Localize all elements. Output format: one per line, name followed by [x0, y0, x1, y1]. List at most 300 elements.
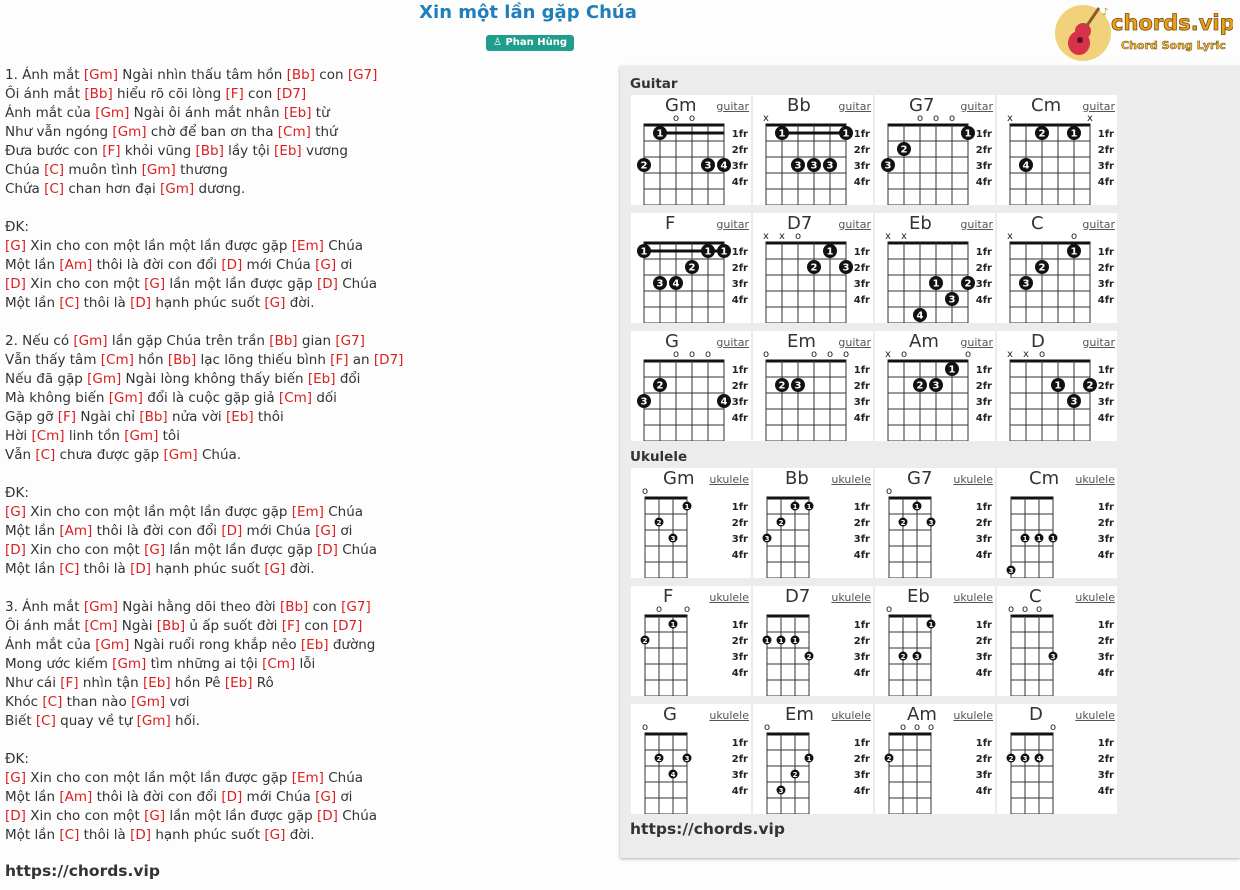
lyric-text: thứ	[310, 124, 338, 140]
chord-link[interactable]: [Am]	[59, 789, 93, 805]
fret-label: 3fr	[1097, 397, 1114, 408]
chord-link[interactable]: [Gm]	[136, 713, 171, 729]
chord-card-guitar-g7[interactable]	[875, 95, 995, 205]
chord-link[interactable]: [Gm]	[73, 333, 108, 349]
fret-label: 1fr	[1097, 738, 1114, 749]
chord-link[interactable]: [Bb]	[167, 352, 197, 368]
chord-link[interactable]: [Gm]	[87, 371, 122, 387]
fret-label: 2fr	[731, 754, 748, 765]
chord-link[interactable]: [Eb]	[307, 371, 336, 387]
lyric-line	[5, 522, 605, 541]
chord-link[interactable]: [Cm]	[278, 390, 313, 406]
lyric-line	[5, 161, 605, 180]
fret-label: 1fr	[853, 502, 870, 513]
fret-label: 4fr	[975, 413, 992, 424]
fret-label: 2fr	[731, 636, 748, 647]
fret-label: 2fr	[975, 636, 992, 647]
lyric-line	[5, 655, 605, 674]
chord-link[interactable]: [Gm]	[83, 599, 118, 615]
site-logo[interactable]	[1053, 3, 1233, 63]
chord-link[interactable]: [Gm]	[131, 694, 166, 710]
lyric-text: ĐK:	[5, 219, 29, 235]
fret-label: 1fr	[731, 502, 748, 513]
lyric-text: đời.	[285, 561, 315, 577]
lyric-line	[5, 712, 605, 731]
lyric-text: dương.	[194, 181, 246, 197]
finger-number: 3	[764, 535, 770, 543]
chord-type-link[interactable]: guitar	[716, 100, 749, 113]
finger-number: 1	[778, 637, 784, 645]
lyric-text: gian	[297, 333, 336, 349]
lyric-text: mới Chúa	[242, 523, 316, 539]
chord-link[interactable]: [G]	[264, 561, 286, 577]
chord-link[interactable]: [Gm]	[95, 105, 130, 121]
chord-link[interactable]: [D]	[221, 789, 243, 805]
chord-card-ukulele-em[interactable]	[753, 704, 873, 814]
fret-label: 3fr	[1097, 770, 1114, 781]
lyric-text: lần một lần được gặp	[165, 542, 317, 558]
chord-link[interactable]: [G]	[315, 523, 337, 539]
chord-link[interactable]: [G]	[144, 808, 166, 824]
finger-number: 3	[1050, 653, 1056, 661]
chord-link[interactable]: [D]	[130, 561, 152, 577]
lyric-line	[5, 408, 605, 427]
chord-card-guitar-cm[interactable]	[997, 95, 1117, 205]
fret-label: 1fr	[1097, 620, 1114, 631]
lyric-text: Gặp gỡ	[5, 409, 58, 425]
chord-link[interactable]: [G]	[5, 238, 26, 254]
chord-link[interactable]: [G]	[5, 770, 26, 786]
fret-label: 2fr	[1097, 381, 1114, 392]
chord-type-link[interactable]: ukulele	[1075, 473, 1115, 486]
open-string-marker: o	[672, 113, 680, 124]
lyric-line	[5, 446, 605, 465]
chord-link[interactable]: [Eb]	[283, 105, 312, 121]
lyric-text: Ôi ánh mắt	[5, 618, 85, 634]
chord-link[interactable]: [Eb]	[225, 409, 254, 425]
lyric-text: thôi là đời con đổi	[92, 789, 222, 805]
lyric-line	[5, 503, 605, 522]
muted-string-marker: x	[763, 113, 769, 124]
chord-link[interactable]: [C]	[44, 181, 65, 197]
lyric-line	[5, 560, 605, 579]
chord-card-ukulele-d7[interactable]	[753, 586, 873, 696]
chord-card-guitar-c[interactable]	[997, 213, 1117, 323]
finger-number: 2	[778, 519, 784, 527]
chord-card-guitar-gm[interactable]	[631, 95, 751, 205]
chord-link[interactable]: [G]	[264, 827, 286, 843]
chord-link[interactable]: [Gm]	[112, 656, 147, 672]
chord-link[interactable]: [Bb]	[195, 143, 224, 159]
chord-link[interactable]: [D]	[5, 276, 26, 292]
chord-type-link[interactable]: guitar	[960, 218, 993, 231]
muted-string-marker: x	[901, 231, 907, 242]
open-string-marker: o	[683, 604, 691, 615]
chord-type-link[interactable]: ukulele	[1075, 709, 1115, 722]
lyric-text: Chúa	[323, 504, 364, 520]
finger-number: 1	[948, 364, 956, 376]
finger-number: 2	[1086, 380, 1094, 392]
artist-badge[interactable]	[486, 35, 574, 51]
open-string-marker: o	[762, 349, 770, 360]
chord-type-link[interactable]: guitar	[838, 218, 871, 231]
chord-type-link[interactable]: guitar	[960, 100, 993, 113]
fret-label: 1fr	[731, 738, 748, 749]
open-string-marker: o	[916, 113, 924, 124]
fret-label: 2fr	[853, 145, 870, 156]
finger-number: 3	[810, 160, 818, 172]
open-string-marker: o	[641, 486, 649, 497]
chord-type-link[interactable]: ukulele	[831, 709, 871, 722]
chord-type-link[interactable]: ukulele	[831, 473, 871, 486]
lyric-text: đường	[328, 637, 376, 653]
chord-type-link[interactable]: ukulele	[709, 473, 749, 486]
chord-link[interactable]: [G]	[315, 257, 337, 273]
fret-label: 4fr	[731, 668, 748, 679]
lyric-line	[5, 807, 605, 826]
chord-link[interactable]: [G7]	[347, 67, 378, 83]
chord-card-ukulele-gm[interactable]	[631, 468, 751, 578]
chord-link[interactable]: [G7]	[335, 333, 365, 349]
lyric-text: vương	[301, 143, 348, 159]
lyric-line	[5, 769, 605, 788]
lyric-text: hạnh phúc suốt	[151, 827, 265, 843]
lyric-text: 1. Ánh mắt	[5, 67, 84, 83]
chord-link[interactable]: [Gm]	[141, 162, 176, 178]
finger-number: 4	[1022, 160, 1030, 172]
chord-link[interactable]: [Eb]	[300, 637, 329, 653]
chord-card-ukulele-g[interactable]	[631, 704, 751, 814]
lyric-text: Xin cho con một	[25, 808, 145, 824]
chord-type-link[interactable]: guitar	[1082, 336, 1115, 349]
lyric-text: Như vẫn ngóng	[5, 124, 113, 140]
chord-link[interactable]: [Bb]	[279, 599, 309, 615]
lyric-text: Một lần	[5, 257, 60, 273]
chord-type-link[interactable]: guitar	[1082, 218, 1115, 231]
fret-label: 2fr	[853, 636, 870, 647]
fret-label: 2fr	[975, 518, 992, 529]
chord-link[interactable]: [C]	[44, 162, 65, 178]
chord-link[interactable]: [Em]	[291, 770, 324, 786]
chord-link[interactable]: [D]	[5, 542, 26, 558]
chord-link[interactable]: [Gm]	[124, 428, 159, 444]
fret-label: 3fr	[975, 397, 992, 408]
chord-name: Am	[909, 331, 939, 352]
chord-card-ukulele-f[interactable]	[631, 586, 751, 696]
chord-type-link[interactable]: ukulele	[953, 591, 993, 604]
chord-link[interactable]: [C]	[35, 447, 56, 463]
chord-card-guitar-d[interactable]	[997, 331, 1117, 441]
song-title: Xin một lần gặp Chúa	[419, 2, 637, 23]
lyric-line	[5, 218, 605, 237]
fret-label: 4fr	[975, 668, 992, 679]
chord-link[interactable]: [F]	[330, 352, 349, 368]
lyric-text: thôi là đời con đổi	[92, 257, 222, 273]
chord-link[interactable]: [D7]	[373, 352, 404, 368]
chord-link[interactable]: [F]	[225, 86, 244, 102]
finger-number: 1	[914, 503, 920, 511]
chord-card-guitar-g[interactable]	[631, 331, 751, 441]
ukulele-section-label: Ukulele	[630, 449, 688, 465]
lyric-text: Khóc	[5, 694, 43, 710]
fret-label: 2fr	[975, 263, 992, 274]
chord-link[interactable]: [Cm]	[31, 428, 65, 444]
fret-label: 1fr	[853, 365, 870, 376]
chord-card-guitar-am[interactable]	[875, 331, 995, 441]
chord-link[interactable]: [G]	[315, 789, 337, 805]
chord-name: Bb	[787, 95, 811, 116]
finger-number: 2	[810, 262, 818, 274]
finger-number: 1	[764, 637, 770, 645]
guitar-section-label: Guitar	[630, 76, 678, 92]
open-string-marker: o	[1049, 722, 1057, 733]
chord-card-ukulele-eb[interactable]	[875, 586, 995, 696]
lyric-text: Như cái	[5, 675, 61, 691]
chord-link[interactable]: [F]	[102, 143, 121, 159]
fret-label: 4fr	[731, 413, 748, 424]
chord-link[interactable]: [C]	[59, 295, 80, 311]
lyric-text: Ngài	[117, 618, 157, 634]
chord-link[interactable]: [D7]	[276, 86, 307, 102]
lyric-line	[5, 427, 605, 446]
fret-label: 1fr	[1097, 365, 1114, 376]
chord-link[interactable]: [Bb]	[269, 333, 298, 349]
chord-link[interactable]: [G]	[144, 276, 166, 292]
lyrics-body	[5, 66, 605, 845]
fret-label: 1fr	[731, 247, 748, 258]
lyric-line	[5, 541, 605, 560]
chord-type-link[interactable]: ukulele	[953, 709, 993, 722]
chord-link[interactable]: [F]	[281, 618, 301, 634]
lyric-text: ơi	[336, 523, 353, 539]
chord-link[interactable]: [Gm]	[112, 124, 147, 140]
lyric-text: Một lần	[5, 789, 60, 805]
chord-card-ukulele-d[interactable]	[997, 704, 1117, 814]
chord-link[interactable]: [Em]	[291, 504, 324, 520]
fret-label: 4fr	[975, 550, 992, 561]
lyric-text: 2. Nếu có	[5, 333, 74, 349]
lyric-text: Chúa	[337, 276, 378, 292]
guitar-logo-icon	[1053, 3, 1233, 63]
chord-card-guitar-d7[interactable]	[753, 213, 873, 323]
lyric-text: Chúa	[337, 808, 378, 824]
logo-tagline: Chord Song Lyric	[1121, 39, 1226, 52]
chord-name: Eb	[907, 586, 930, 607]
lyric-text: con	[308, 599, 342, 615]
lyric-text: linh tồn	[64, 428, 125, 444]
chord-link[interactable]: [D7]	[332, 618, 363, 634]
chord-link[interactable]: [Cm]	[277, 124, 311, 140]
chord-link[interactable]: [C]	[35, 713, 56, 729]
finger-number: 3	[1022, 755, 1028, 763]
lyric-text: Một lần	[5, 827, 60, 843]
fret-label: 3fr	[731, 279, 748, 290]
chord-link[interactable]: [Bb]	[286, 67, 315, 83]
chord-link[interactable]: [C]	[59, 827, 80, 843]
chord-link[interactable]: [Gm]	[163, 447, 198, 463]
lyric-text: Rô	[252, 675, 274, 691]
chord-type-link[interactable]: guitar	[838, 336, 871, 349]
fret-label: 3fr	[731, 534, 748, 545]
finger-number: 1	[1070, 246, 1078, 258]
fret-label: 2fr	[975, 754, 992, 765]
fret-label: 4fr	[853, 295, 870, 306]
lyric-line	[5, 275, 605, 294]
fret-label: 3fr	[1097, 652, 1114, 663]
chord-card-ukulele-cm[interactable]	[997, 468, 1117, 578]
chord-link[interactable]: [F]	[57, 409, 77, 425]
finger-number: 2	[900, 519, 906, 527]
chord-link[interactable]: [F]	[60, 675, 79, 691]
chord-type-link[interactable]: ukulele	[709, 591, 749, 604]
chord-name: Cm	[1029, 468, 1060, 489]
fret-label: 4fr	[853, 550, 870, 561]
fret-label: 3fr	[975, 279, 992, 290]
chord-link[interactable]: [Bb]	[156, 618, 186, 634]
chord-link[interactable]: [G]	[144, 542, 166, 558]
chord-link[interactable]: [D]	[316, 808, 338, 824]
chord-link[interactable]: [G7]	[341, 599, 371, 615]
chord-link[interactable]: [Cm]	[100, 352, 134, 368]
lyric-text: chờ để ban ơn tha	[146, 124, 278, 140]
muted-string-marker: x	[763, 231, 769, 242]
chord-card-ukulele-c[interactable]	[997, 586, 1117, 696]
lyric-text: Ngài chỉ	[76, 409, 140, 425]
chord-link[interactable]: [D]	[130, 295, 152, 311]
chord-link[interactable]: [C]	[42, 694, 63, 710]
chord-link[interactable]: [D]	[316, 276, 338, 292]
chord-link[interactable]: [D]	[130, 827, 152, 843]
lyric-text: Chúa	[5, 162, 45, 178]
fret-label: 4fr	[853, 177, 870, 188]
chord-type-link[interactable]: guitar	[716, 218, 749, 231]
lyric-line	[5, 104, 605, 123]
chord-name: F	[665, 213, 676, 234]
chord-link[interactable]: [D]	[221, 257, 243, 273]
chord-link[interactable]: [Em]	[291, 238, 324, 254]
lyric-text: Xin cho con một	[25, 276, 145, 292]
open-string-marker: o	[964, 349, 972, 360]
chord-card-guitar-bb[interactable]	[753, 95, 873, 205]
fret-label: 1fr	[975, 129, 992, 140]
chord-link[interactable]: [Am]	[59, 523, 93, 539]
finger-number: 1	[640, 246, 648, 258]
chord-card-guitar-f[interactable]	[631, 213, 751, 323]
fret-label: 1fr	[975, 620, 992, 631]
lyric-text: từ	[311, 105, 330, 121]
open-string-marker: o	[794, 231, 802, 242]
chord-link[interactable]: [Gm]	[83, 67, 118, 83]
chord-type-link[interactable]: guitar	[1082, 100, 1115, 113]
chord-link[interactable]: [Bb]	[139, 409, 168, 425]
lyric-text: Nếu đã gặp	[5, 371, 88, 387]
finger-number: 1	[684, 503, 690, 511]
lyric-text: đổi là cuộc gặp giả	[142, 390, 279, 406]
chord-link[interactable]: [C]	[59, 561, 80, 577]
finger-number: 2	[656, 380, 664, 392]
fret-label: 2fr	[731, 263, 748, 274]
chord-type-link[interactable]: ukulele	[953, 473, 993, 486]
chord-type-link[interactable]: guitar	[716, 336, 749, 349]
chord-link[interactable]: [G]	[264, 295, 286, 311]
chord-link[interactable]: [Gm]	[95, 637, 130, 653]
lyric-text: Ánh mắt của	[5, 637, 96, 653]
chord-type-link[interactable]: ukulele	[709, 709, 749, 722]
chord-link[interactable]: [Eb]	[224, 675, 253, 691]
fret-label: 2fr	[853, 754, 870, 765]
chord-name: C	[1029, 586, 1042, 607]
finger-number: 1	[826, 246, 834, 258]
fret-label: 1fr	[731, 129, 748, 140]
chord-link[interactable]: [Gm]	[108, 390, 143, 406]
open-string-marker: o	[826, 349, 834, 360]
chord-link[interactable]: [D]	[5, 808, 26, 824]
chord-link[interactable]: [Bb]	[84, 86, 113, 102]
finger-number: 1	[842, 128, 850, 140]
lyric-text: Biết	[5, 713, 36, 729]
open-string-marker: o	[1007, 604, 1015, 615]
chord-link[interactable]: [Am]	[59, 257, 93, 273]
lyric-line	[5, 85, 605, 104]
lyric-text: Vẫn	[5, 447, 36, 463]
lyric-text: Hời	[5, 428, 32, 444]
chord-link[interactable]: [Cm]	[262, 656, 296, 672]
finger-number: 1	[1070, 128, 1078, 140]
chord-link[interactable]: [Eb]	[274, 143, 302, 159]
chord-card-ukulele-g7[interactable]	[875, 468, 995, 578]
open-string-marker: o	[672, 349, 680, 360]
footer-url[interactable]: https://chords.vip	[5, 862, 160, 880]
chord-link[interactable]: [D]	[316, 542, 338, 558]
chord-type-link[interactable]: guitar	[838, 100, 871, 113]
open-string-marker: o	[842, 349, 850, 360]
fret-label: 2fr	[853, 518, 870, 529]
lyric-text: hiểu rõ cõi lòng	[112, 86, 226, 102]
panel-url[interactable]: https://chords.vip	[630, 820, 785, 838]
chord-link[interactable]: [Gm]	[160, 181, 195, 197]
fret-label: 4fr	[975, 295, 992, 306]
chord-card-guitar-eb[interactable]	[875, 213, 995, 323]
fret-label: 2fr	[975, 145, 992, 156]
lyric-line	[5, 750, 605, 769]
finger-number: 4	[720, 160, 728, 172]
finger-number: 3	[704, 160, 712, 172]
finger-number: 2	[916, 380, 924, 392]
chord-card-ukulele-am[interactable]	[875, 704, 995, 814]
chord-link[interactable]: [Eb]	[142, 675, 171, 691]
lyric-line	[5, 484, 605, 503]
finger-number: 2	[792, 771, 798, 779]
lyric-line	[5, 351, 605, 370]
chord-link[interactable]: [Cm]	[84, 618, 118, 634]
finger-number: 2	[640, 160, 648, 172]
lyric-line	[5, 693, 605, 712]
chord-link[interactable]: [G]	[5, 504, 26, 520]
chord-card-ukulele-bb[interactable]	[753, 468, 873, 578]
chord-card-guitar-em[interactable]	[753, 331, 873, 441]
lyric-text: Xin cho con một lần một lần được gặp	[26, 238, 292, 254]
finger-number: 2	[900, 653, 906, 661]
fret-label: 1fr	[1097, 502, 1114, 513]
chord-type-link[interactable]: guitar	[960, 336, 993, 349]
lyric-line	[5, 199, 605, 218]
chord-name: Gm	[663, 468, 695, 489]
lyric-line	[5, 465, 605, 484]
chord-link[interactable]: [D]	[221, 523, 243, 539]
chord-type-link[interactable]: ukulele	[1075, 591, 1115, 604]
chord-type-link[interactable]: ukulele	[831, 591, 871, 604]
fret-label: 2fr	[1097, 263, 1114, 274]
